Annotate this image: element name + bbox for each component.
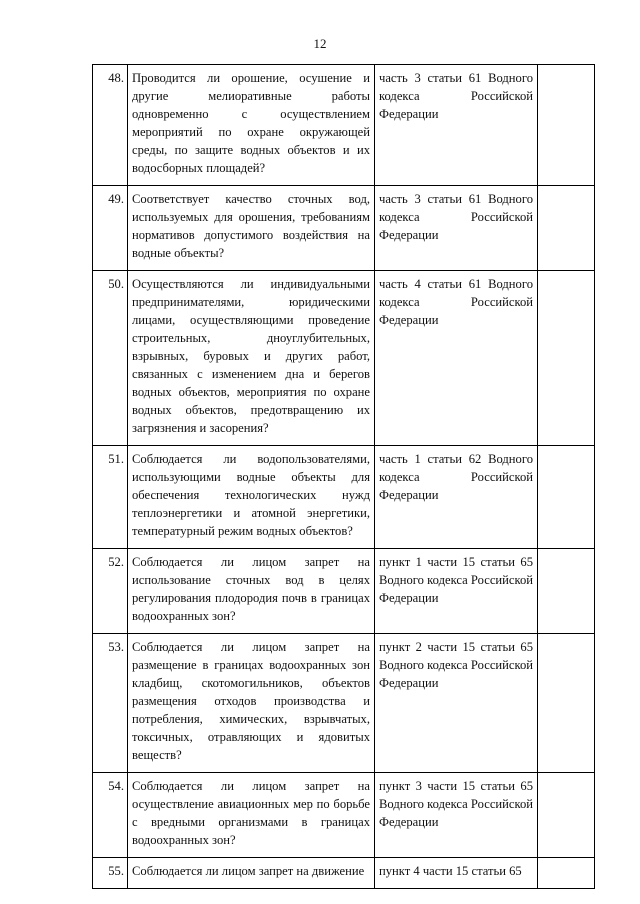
row-question: Соблюдается ли лицом запрет на использование сточных вод в целях регулирования плодородия почв в границах водоохранных зон? <box>128 549 375 634</box>
table-row <box>93 634 595 773</box>
row-answer-cell <box>538 65 595 186</box>
row-legal-reference: пункт 3 части 15 статьи 65 Водного кодекса Российской Федерации <box>375 773 538 858</box>
row-answer-cell <box>538 773 595 858</box>
table-row <box>93 549 595 634</box>
row-legal-reference: пункт 4 части 15 статьи 65 <box>375 858 538 889</box>
row-legal-reference: часть 4 статьи 61 Водного кодекса Российской Федерации <box>375 271 538 446</box>
row-legal-reference: пункт 1 части 15 статьи 65 Водного кодекса Российской Федерации <box>375 549 538 634</box>
row-question: Соблюдается ли лицом запрет на размещение в границах водоохранных зон кладбищ, скотомогильников, объектов размещения отходов производства и потребления, химических, взрывчатых, токсичных, отравляющих и ядовитых веществ? <box>128 634 375 773</box>
row-answer-cell <box>538 634 595 773</box>
row-question: Соблюдается ли водопользователями, использующими водные объекты для обеспечения технологических нужд теплоэнергетики и атомной энергетики, температурный режим водных объектов? <box>128 446 375 549</box>
table-row <box>93 446 595 549</box>
row-question: Соответствует качество сточных вод, используемых для орошения, требованиям нормативов допустимого воздействия на водные объекты? <box>128 186 375 271</box>
row-answer-cell <box>538 446 595 549</box>
row-legal-reference: часть 3 статьи 61 Водного кодекса Российской Федерации <box>375 186 538 271</box>
row-answer-cell <box>538 858 595 889</box>
row-answer-cell <box>538 271 595 446</box>
row-number: 51. <box>93 446 128 549</box>
page-number: 12 <box>313 36 327 51</box>
row-answer-cell <box>538 186 595 271</box>
row-question: Проводится ли орошение, осушение и другие мелиоративные работы одновременно с осуществлением мероприятий по охране окружающей среды, по защите водных объектов и их водосборных площадей? <box>128 65 375 186</box>
table-row <box>93 186 595 271</box>
table-row <box>93 858 595 889</box>
row-number: 53. <box>93 634 128 773</box>
row-number: 54. <box>93 773 128 858</box>
row-number: 55. <box>93 858 128 889</box>
row-legal-reference: часть 1 статьи 62 Водного кодекса Российской Федерации <box>375 446 538 549</box>
row-number: 52. <box>93 549 128 634</box>
row-legal-reference: часть 3 статьи 61 Водного кодекса Российской Федерации <box>375 65 538 186</box>
row-answer-cell <box>538 549 595 634</box>
checklist-table <box>92 64 595 889</box>
row-question: Соблюдается ли лицом запрет на движение <box>128 858 375 889</box>
table-row <box>93 773 595 858</box>
table-row <box>93 271 595 446</box>
row-number: 48. <box>93 65 128 186</box>
row-number: 49. <box>93 186 128 271</box>
row-question: Осуществляются ли индивидуальными предпринимателями, юридическими лицами, осуществляющими проведение строительных, дноуглубительных, взрывных, буровых и других работ, связанных с изменением дна и берегов водных объектов, мероприятия по охране водных объектов, предотвращению их загрязнения и засорения? <box>128 271 375 446</box>
row-question: Соблюдается ли лицом запрет на осуществление авиационных мер по борьбе с вредными организмами в границах водоохранных зон? <box>128 773 375 858</box>
row-legal-reference: пункт 2 части 15 статьи 65 Водного кодекса Российской Федерации <box>375 634 538 773</box>
table-row <box>93 65 595 186</box>
row-number: 50. <box>93 271 128 446</box>
